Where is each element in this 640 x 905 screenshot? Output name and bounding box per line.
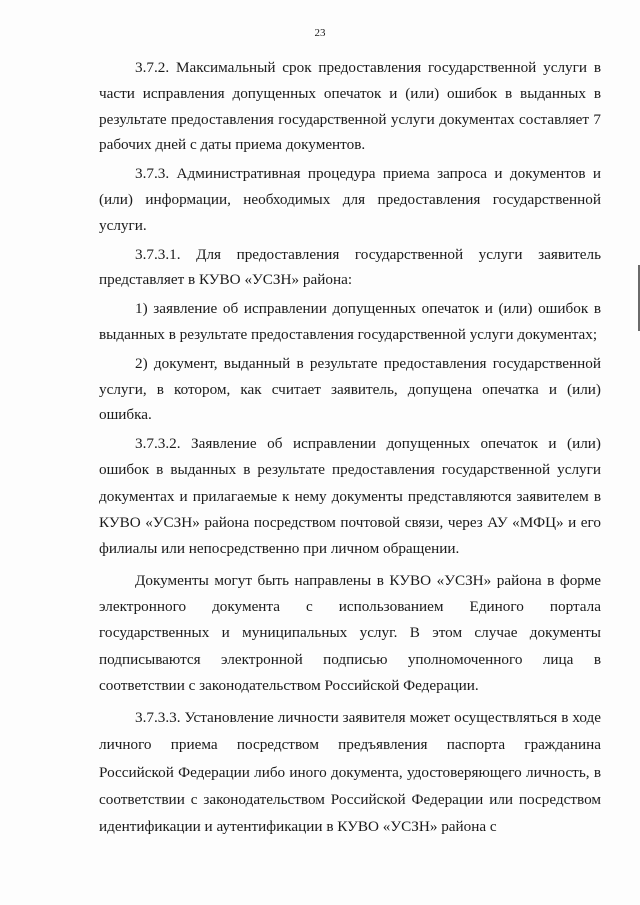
page-number: 23 [314, 27, 326, 39]
paragraph-3-7-3: 3.7.3. Административная процедура приема запроса и документов и (или) информации, необходимых для предоставления государственной услуги. [99, 165, 601, 234]
paragraph-electronic-submission: Документы могут быть направлены в КУВО «УСЗН» района в форме электронного документа с использованием Единого портала государственных и муниципальных услуг. В этом случае документы подписываются электронной подписью уполномоченного лица в соответствии с законодательством Российской Федерации. [99, 571, 601, 694]
paragraph-3-7-3-2: 3.7.3.2. Заявление об исправлении допущенных опечаток и (или) ошибок в выданных в результате предоставления государственной услуги документах и прилагаемые к нему документы представляются заявителем в КУВО «УСЗН» района посредством почтовой связи, через АУ «МФЦ» и его филиалы или непосредственно при личном обращении. [99, 435, 601, 558]
document-body [99, 55, 601, 840]
list-item-2: 2) документ, выданный в результате предоставления государственной услуги, в котором, как считает заявитель, допущена опечатка и (или) ошибка. [99, 354, 601, 424]
paragraph-3-7-3-1: 3.7.3.1. Для предоставления государственной услуги заявитель представляет в КУВО «УСЗН» района: [99, 245, 601, 289]
paragraph-3-7-3-3: 3.7.3.3. Установление личности заявителя может осуществляться в ходе личного приема посредством предъявления паспорта гражданина Российской Федерации либо иного документа, удостоверяющего личность, в соответствии с законодательством Российской Федерации или посредством идентификации и аутентификации в КУВО «УСЗН» района с [99, 709, 601, 835]
paragraph-3-7-2: 3.7.2. Максимальный срок предоставления государственной услуги в части исправления допущенных опечаток и (или) ошибок в выданных в результате предоставления государственной услуги документах составляет 7 рабочих дней с даты приема документов. [99, 59, 601, 154]
list-item-1: 1) заявление об исправлении допущенных опечаток и (или) ошибок в выданных в результате предоставления государственной услуги документах; [99, 300, 601, 343]
